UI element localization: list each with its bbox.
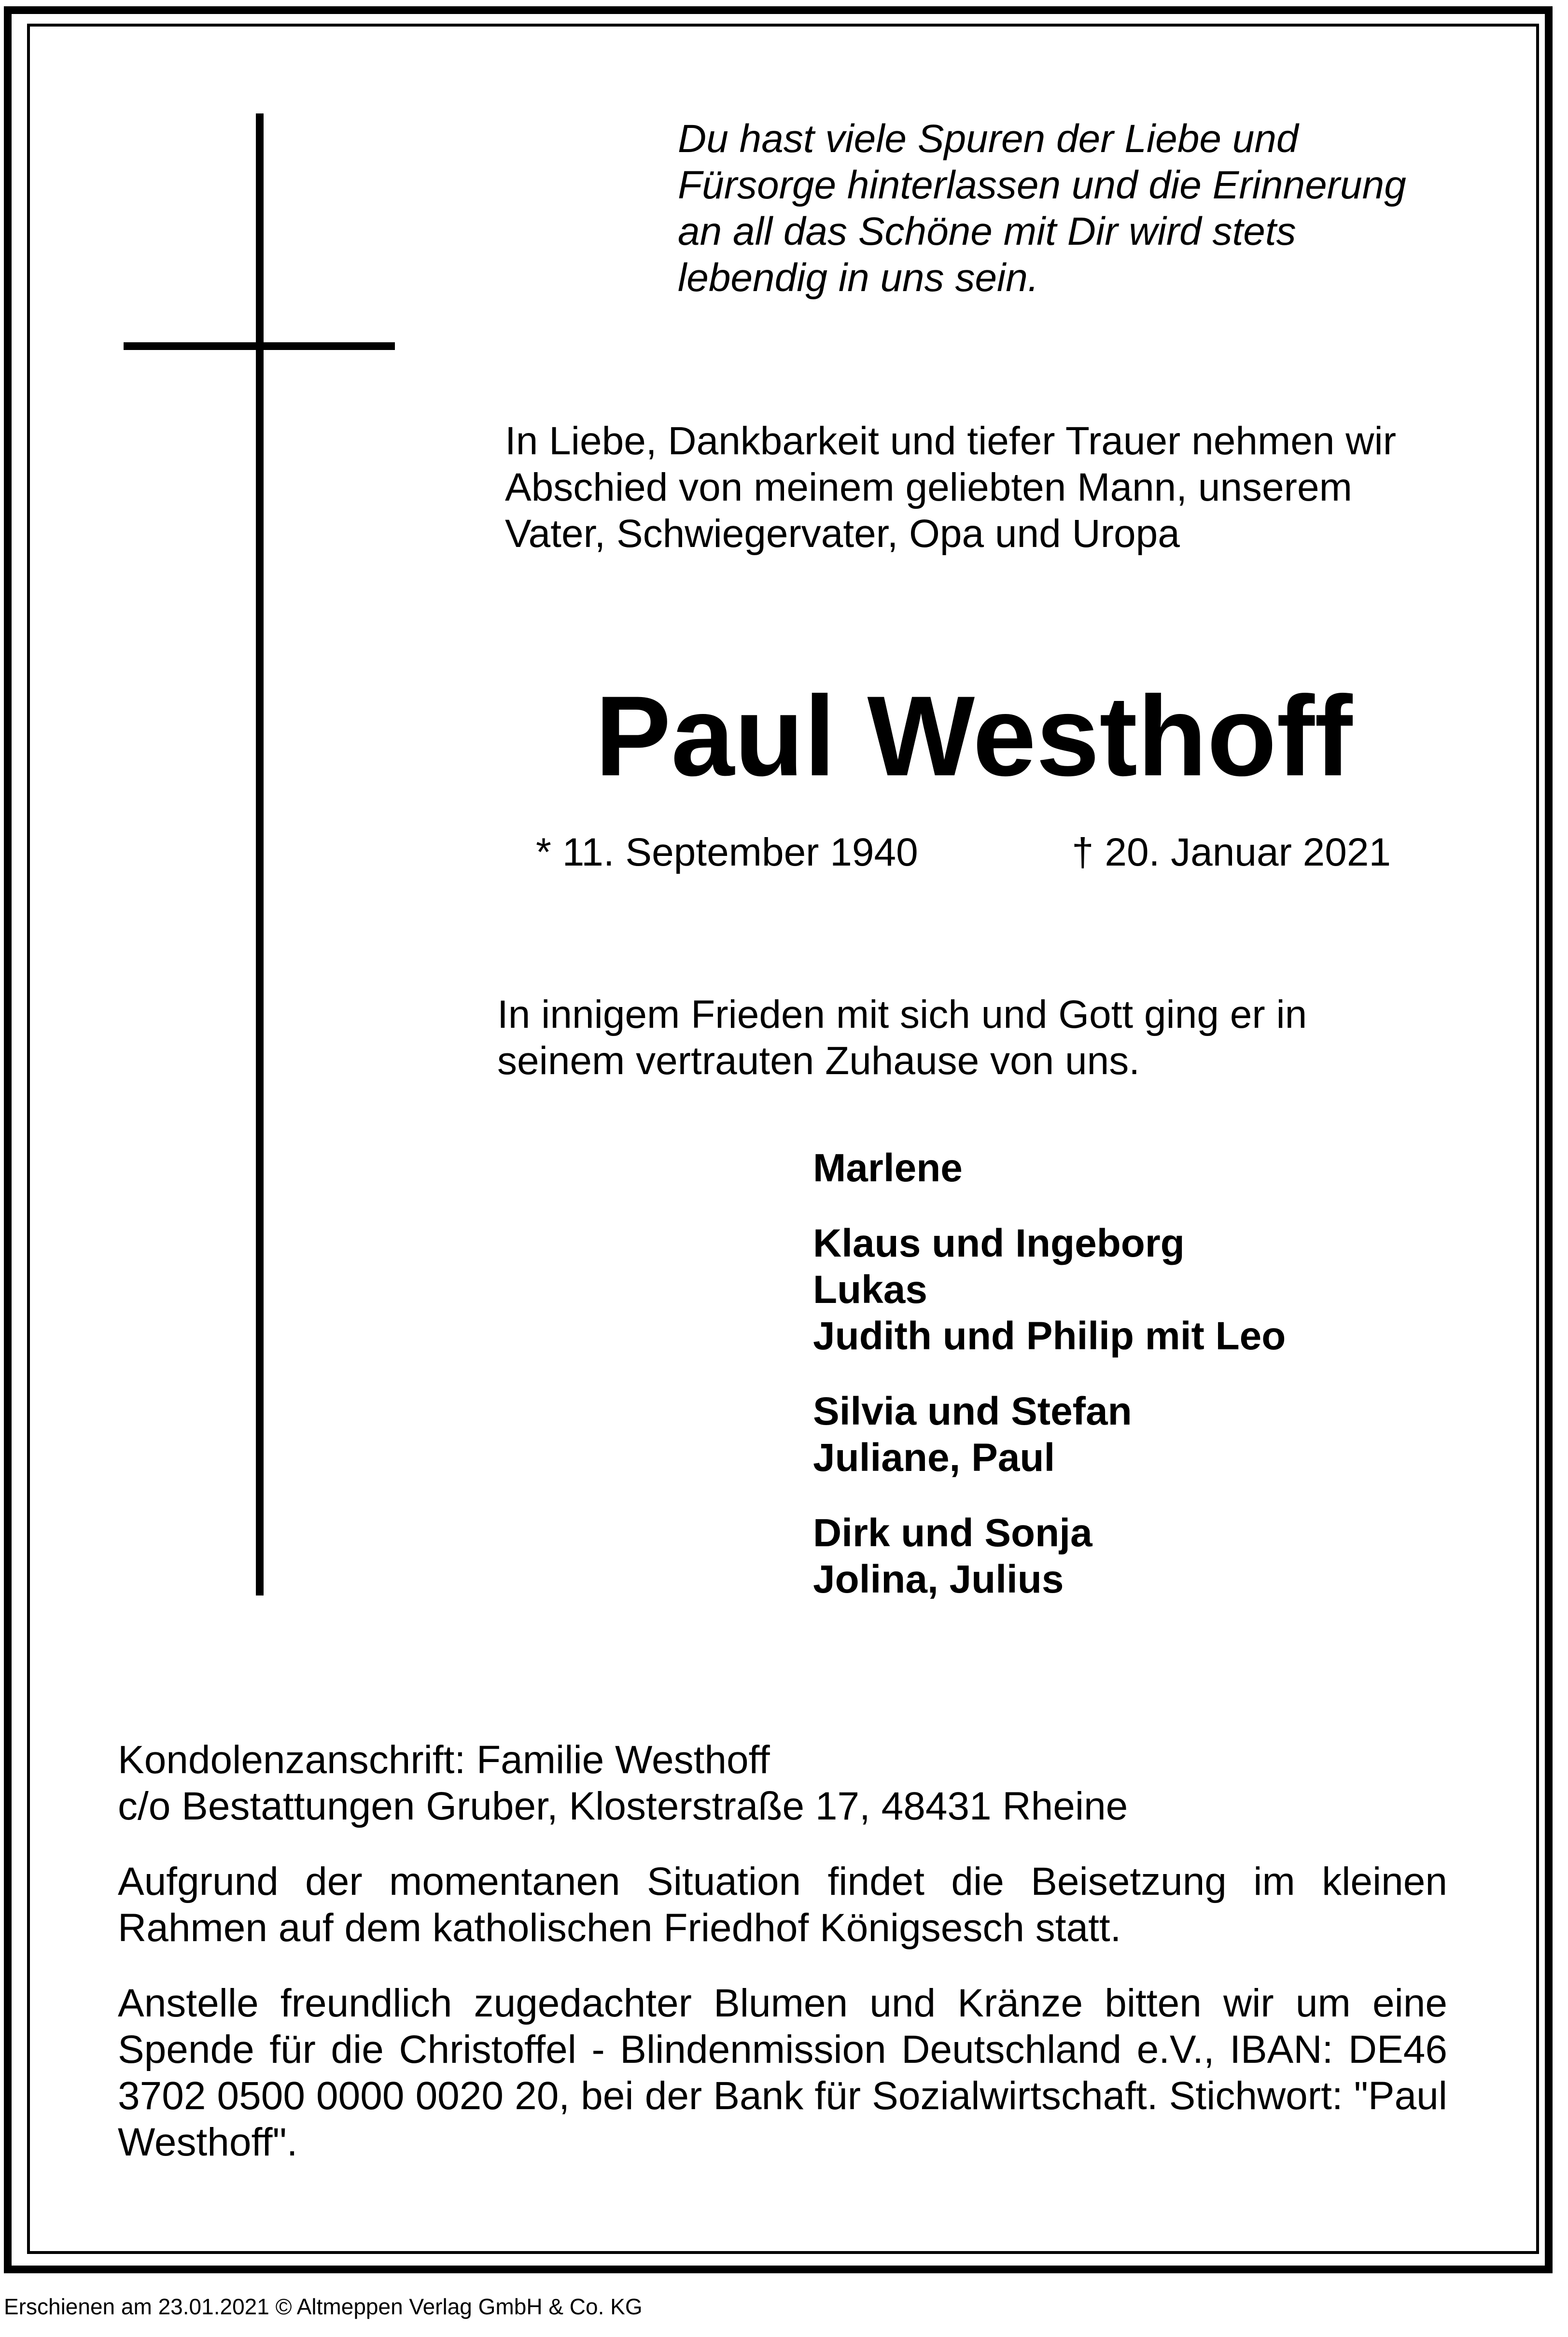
cross-icon-vertical-bar <box>256 113 264 1595</box>
passing-text: In innigem Frieden mit sich und Gott ging er in seinem vertrauten Zuhause von uns. <box>497 993 1307 1083</box>
memorial-quote: Du hast viele Spuren der Liebe und Fürsorge hinterlassen und die Erinnerung an all das Schöne mit Dir wird stets lebendig in uns sein. <box>678 117 1406 300</box>
intro-text: In Liebe, Dankbarkeit und tiefer Trauer nehmen wir Abschied von meinem geliebten Mann, unserem Vater, Schwiegervater, Opa und Uropa <box>505 419 1397 556</box>
mourner-group: Marlene <box>813 1146 963 1190</box>
deceased-name: Paul Westhoff <box>595 672 1353 800</box>
condolence-address: Kondolenzanschrift: Familie Westhoff c/o Bestattungen Gruber, Klosterstraße 17, 48431 Rheine <box>118 1738 1128 1828</box>
mourner-group: Dirk und Sonja Jolina, Julius <box>813 1511 1092 1601</box>
mourners-list <box>813 1145 1489 1632</box>
donation-notice: Anstelle freundlich zugedachter Blumen und Kränze bitten wir um eine Spende für die Christoffel - Blindenmission Deutschland e.V., IBAN: DE46 3702 0500 0000 0020 20, bei der Bank für Sozialwirtschaft. Stichwort: "Paul Westhoff". <box>118 1981 1447 2164</box>
publication-footer: Erschienen am 23.01.2021 © Altmeppen Verlag GmbH & Co. KG <box>4 2294 643 2319</box>
cross-icon-horizontal-bar <box>124 342 395 350</box>
burial-notice: Aufgrund der momentanen Situation findet die Beisetzung im kleinen Rahmen auf dem katholischen Friedhof Königsesch statt. <box>118 1860 1447 1950</box>
notices-section <box>118 1737 1447 2195</box>
birth-date: * 11. September 1940 <box>536 830 918 874</box>
mourner-group: Silvia und Stefan Juliane, Paul <box>813 1389 1132 1480</box>
death-date: † 20. Januar 2021 <box>1072 830 1391 874</box>
mourner-group: Klaus und Ingeborg Lukas Judith und Philip mit Leo <box>813 1221 1286 1358</box>
